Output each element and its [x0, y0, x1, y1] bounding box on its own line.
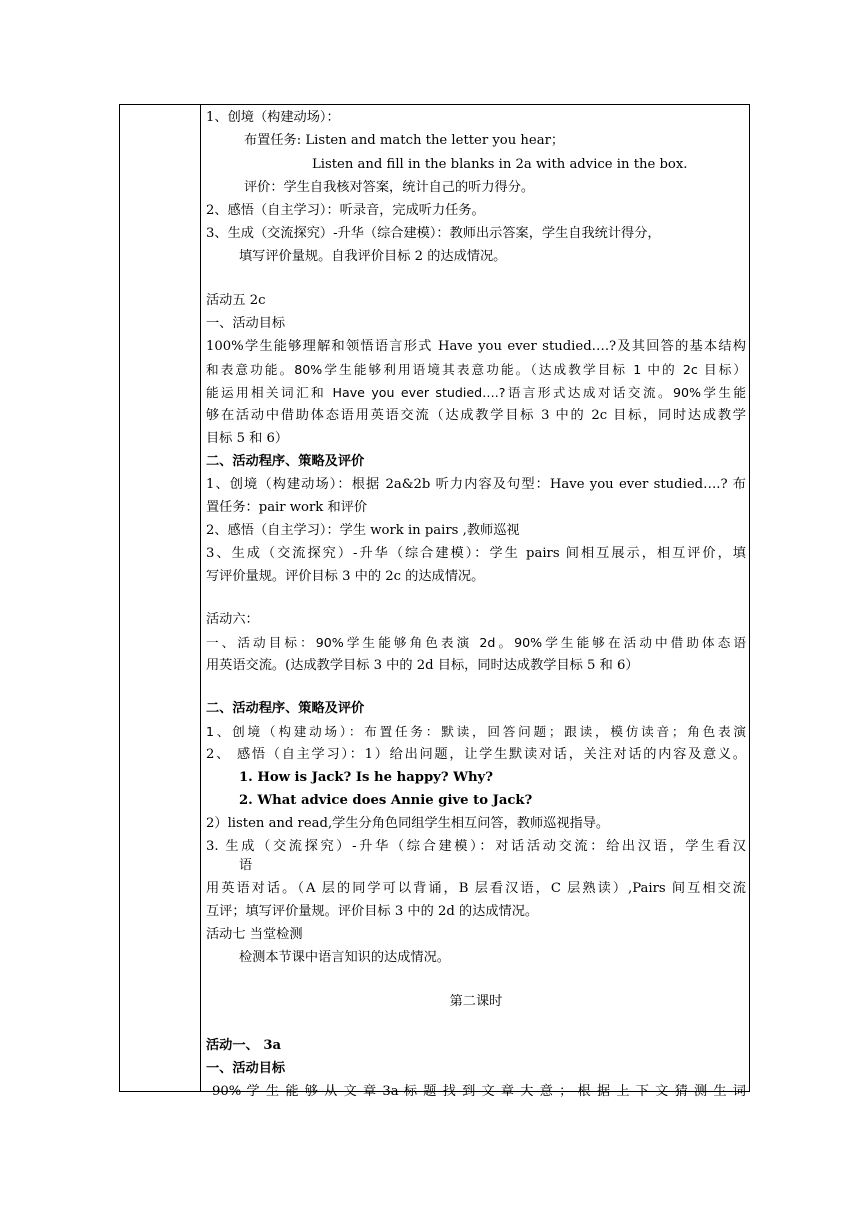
- text-line: 一、活动目标: [206, 316, 286, 331]
- text-line: 2、感悟（自主学习）：学生 work in pairs ,教师巡视: [206, 523, 520, 538]
- text-line: Listen and fill in the blanks in 2a with advice in the box.: [312, 157, 688, 172]
- text-line: 3、生成（交流探究）-升华（综合建模）：教师出示答案，学生自我统计得分，: [206, 226, 661, 241]
- text-line: 3、生成（交流探究）-升华（综合建模）：学生 pairs 间相互展示，相互评价，填: [206, 546, 746, 561]
- text-line: 用英语交流。(达成教学目标 3 中的 2d 目标，同时达成教学目标 5 和 6）: [206, 658, 639, 673]
- lesson-plan-table: [119, 104, 750, 1099]
- text-line: 写评价量规。评价目标 3 中的 2c 的达成情况。: [206, 569, 485, 584]
- text-line: 评价：学生自我核对答案，统计自己的听力得分。: [244, 180, 535, 195]
- text-line: 目标 5 和 6）: [206, 431, 289, 446]
- question-line: 1. How is Jack? Is he happy? Why?: [239, 770, 493, 785]
- text-line: 1、创境（构建动场）：: [206, 110, 340, 125]
- text-line: 2、感悟（自主学习）：听录音，完成听力任务。: [206, 203, 485, 218]
- text-line: 1、创境（构建动场）：根据 2a&2b 听力内容及句型：Have you ever studied….? 布: [206, 477, 746, 492]
- question-line: 2. What advice does Annie give to Jack?: [239, 793, 533, 808]
- column-divider: [200, 105, 201, 1091]
- section-heading: 二、活动程序、策略及评价: [206, 454, 365, 469]
- text-line: 100%学生能够理解和领悟语言形式 Have you ever studied….?及其回答的基本结构: [206, 339, 746, 354]
- text-line: 90% 学 生 能 够 从 文 章 3a 标 题 找 到 文 章 大 意 ； 根 据 上 下 文 猜 测 生 词: [212, 1084, 746, 1099]
- section-heading: 二、活动程序、策略及评价: [206, 701, 365, 716]
- section-heading: 活动六：: [206, 612, 259, 627]
- text-line: 用英语对话。（A 层的同学可以背诵，B 层看汉语，C 层熟读）,Pairs 间互相交流: [206, 881, 746, 896]
- section-heading: 活动一、 3a: [206, 1038, 282, 1053]
- text-line: 能运用相关词汇和 Have you ever studied….?语言形式达成对话交流。90%学生能: [206, 385, 746, 400]
- text-line: 一、活动目标：90%学生能够角色表演 2d。90%学生能够在活动中借助体态语: [206, 635, 746, 650]
- text-line: 1、创境（构建动场）：布置任务：默读，回答问题；跟读，模仿读音；角色表演: [206, 724, 746, 739]
- text-line: 和表意功能。80%学生能够利用语境其表意功能。（达成教学目标 1 中的 2c 目标）: [206, 362, 746, 377]
- text-line: 填写评价量规。自我评价目标 2 的达成情况。: [239, 249, 507, 264]
- text-line: 布置任务: Listen and match the letter you hear；: [244, 133, 565, 148]
- text-line: 检测本节课中语言知识的达成情况。: [239, 950, 450, 965]
- text-line: 置任务：pair work 和评价: [206, 500, 368, 515]
- text-line: 互评；填写评价量规。评价目标 3 中的 2d 的达成情况。: [206, 904, 539, 919]
- text-line: 语: [239, 858, 253, 873]
- section-heading: 活动七 当堂检测: [206, 927, 303, 942]
- lesson-title: 第二课时: [449, 994, 503, 1009]
- text-line: 2）listen and read,学生分角色同组学生相互问答，教师巡视指导。: [206, 816, 610, 831]
- section-heading: 一、活动目标: [206, 1061, 286, 1076]
- text-line: 3. 生成（交流探究）-升华（综合建模）：对话活动交流：给出汉语，学生看汉: [206, 839, 746, 854]
- text-line: 够在活动中借助体态语用英语交流（达成教学目标 3 中的 2c 目标，同时达成教学: [206, 408, 746, 423]
- section-heading: 活动五 2c: [206, 293, 266, 308]
- text-line: 2、 感悟（自主学习）：1）给出问题，让学生默读对话，关注对话的内容及意义。: [206, 747, 746, 762]
